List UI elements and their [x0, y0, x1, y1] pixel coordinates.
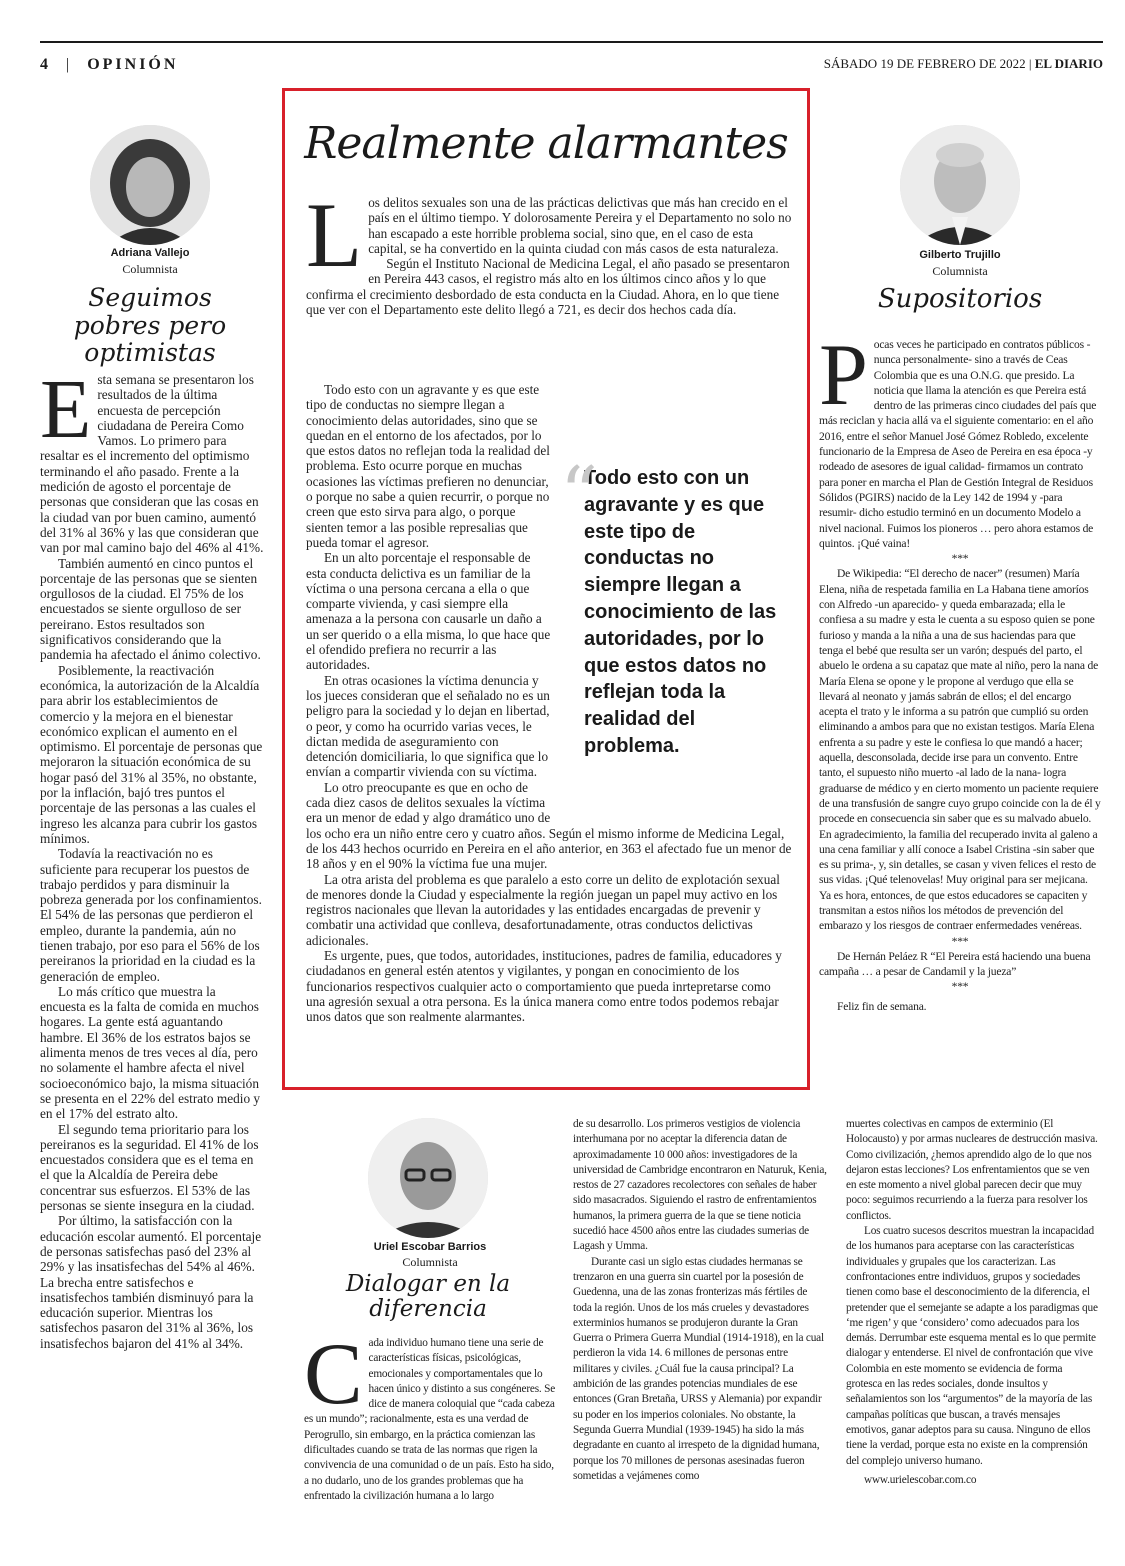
paragraph: Lo más crítico que muestra la encuesta es la falta de comida en muchos hogares. La gente está aguantando hambre. El 36% de los estratos bajos se alimenta menos de tres veces al día, pero no solamente el hambre afecta el nivel socioeconómico bajo, la misma situación se presenta en el 22% del estrato medio y en el 17% del estrato alto.	[40, 983, 261, 1122]
paragraph: Los cuatro sucesos descritos muestran la incapacidad de los humanos para aceptarse con las características individuales y grupales que los caracterizan. Las confrontaciones entre individuos, grupos y sociedades tienen como base el desconocimiento de la diferencia, el pretender que el semejante se adapte a los paradigmas que ‘me rigen’ y que ‘considero’ como adecuados para los demás. Derrumbar este esquema mental es lo que permite dialogar y entenderse. El nivel de confrontación que vive Colombia en este momento se evidencia de forma grotesca en las redes sociales, donde insultos y señalamientos son los “argumentos” de la mayoría de las campañas políticas que buscan, a través mensajes emotivos, ganar adeptos para su causa. Ninguno de ellos tiene la verdad, porque esta no existe en la comprensión del complejo universo humano.	[846, 1225, 1098, 1467]
paragraph: La otra arista del problema es que paralelo a esto corre un delito de explotación sexual de menores donde la Ciudad y especialmente la región juegan un papel muy activo en los registros nacionales que llevan la autoridades y las entidades encargadas de prevenir y combatir una actividad que conlleva, desafortunadamente, otras conductos delictivas adicionales.	[306, 871, 780, 948]
paragraph: Es urgente, pues, que todos, autoridades, instituciones, padres de familia, educadores y ciudadanos en general estén atentos y vigilantes, y pongan en conocimiento de los funcionarios respectivos cualquier acto o comportamiento que pueda inrtepretarse como una agresión sexual a otra persona. Es la única manera como entre todos podemos rebajar unos datos que son realmente alarmantes.	[306, 947, 782, 1025]
article-column-2	[573, 1117, 827, 1484]
column-title: Seguimos pobres pero optimistas	[73, 283, 227, 367]
issue-date: SÁBADO 19 DE FEBRERO DE 2022	[823, 56, 1026, 71]
column-title: Supositorios	[877, 284, 1043, 314]
article-column-1	[304, 1326, 558, 1504]
author-portrait-icon	[368, 1118, 488, 1238]
column-body	[40, 363, 264, 1351]
editorial-intro	[306, 184, 792, 318]
paper-name: EL DIARIO	[1034, 56, 1103, 71]
column-body	[819, 327, 1101, 1014]
quote-mark-icon: “	[560, 451, 598, 537]
paragraph: Durante casi un siglo estas ciudades hermanas se trenzaron en una guerra sin cuartel por la posesión de Guedenna, una de las zonas fronterizas más fértiles de toda la región. Unos de los más crueles y devastadores exterminios humanos se produjeron durante la Gran Guerra o Primera Guerra Mundial (1914-1918), en la cual perdieron la vida 14. 6 millones de personas entre militares y civiles. ¿Cuál fue la causa principal? La ambición de las grandes potencias mundiales de ese entonces (Gran Bretaña, URSS y Alemania) por expandir su poder en los imperios coloniales. No obstante, la Segunda Guerra Mundial (1939-1945) ha sido la más degradante en cuanto al irrespeto de la dignidad humana, porque los 70 millones de personas asesinadas fueron sometidas a vejámenes como	[573, 1255, 824, 1482]
avatar	[900, 125, 1020, 245]
pull-quote	[560, 451, 786, 760]
date-line: SÁBADO 19 DE FEBRERO DE 2022 | EL DIARIO	[823, 56, 1103, 71]
drop-cap: P	[819, 327, 868, 424]
author-name: Adriana Vallejo	[110, 247, 190, 259]
author-portrait-icon	[90, 125, 210, 245]
paragraph: Todavía la reactivación no es suficiente para recuperar los puestos de trabajo perdidos y para disminuir la pobreza generada por los confinamientos. El 54% de las personas que perdieron el empleo, durante la pandemia, aún no tienen trabajo, por eso para el 56% de los pereiranos la prioridad en la ciudad es la generación de empleo.	[40, 846, 262, 984]
author-role: Columnista	[932, 264, 988, 278]
article-title: Dialogar en la diferencia	[345, 1271, 511, 1323]
author-name: Uriel Escobar Barrios	[373, 1241, 487, 1253]
paragraph: Lo otro preocupante es que en ocho de cada diez casos de delitos sexuales la víctima era un menor de edad y algo dramático uno de los ocho era un niño entre cero y cuatro años. Según el mismo informe de Medicina Legal, de los 443 hechos ocurrido en Pereira en el año anterior, en 363 el afectado fue un menor de 18 años y en el 90% la víctima fue una mujer.	[306, 779, 792, 872]
paragraph: sta semana se presentaron los resultados de la última encuesta de percepción ciudadana de Pereira Como Vamos. Lo primero para resaltar es el incremento del optimismo terminando el año pasado. Frente a la medición de agosto el porcentaje de personas que consideran que las cosas en la ciudad van por buen camino, aumentó del 31% al 36% y las que consideran que van por mal camino bajo del 46% al 41%.	[40, 372, 264, 556]
avatar	[368, 1118, 488, 1238]
paragraph: Todo esto con un agravante y es que este tipo de conductas no siempre llegan a conocimiento delas autoridades, sino que se quedan en el entorno de los afectados, por lo que estos datos no reflejan toda la realidad del problema. Esto ocurre porque en muchas ocasiones las víctimas prefieren no denunciar, o porque no sabe a quien recurrir, o porque no creen que esto sirva para algo, o porque sienten temor a las posible represalias que pueda tomar el agresor.	[306, 382, 550, 550]
avatar	[90, 125, 210, 245]
separator: ***	[951, 934, 969, 948]
author-portrait-icon	[900, 125, 1020, 245]
separator: ***	[951, 552, 969, 566]
editorial-title: Realmente alarmantes	[304, 118, 788, 169]
author-name: Gilberto Trujillo	[919, 249, 1001, 261]
article-column-3	[846, 1117, 1100, 1488]
paragraph: ocas veces he participado en contratos públicos -nunca personalmente- sino a través de Ceas Colombia que es una O.N.G. que presido. La noticia que llama la atención es que Pereira está dentro de las primeras cinco ciudades del país que más reciclan y hacia allá va el siguiente comentario: en el año 2016, entre el señor Manuel José Gómez Robledo, excelente funcionario de la Empresa de Aseo de Pereira en esa época -y rodeado de asesores de igual calidad- firmamos un contrato para poner en marcha el Plan de Gestión Integral de Residuos Sólidos (PGIRS) nacido de la Ley 142 de 1994 y -para resumir- dicho estudio terminó en un documento Modelo a nivel nacional. Fuimos los pioneros … pero ahora estamos de quintos. ¡Qué vaina!	[819, 338, 1097, 550]
paragraph: os delitos sexuales son una de las prácticas delictivas que más han crecido en el país en el último tiempo. Y dolorosamente Pereira y el Departamento no solo no han escapado a este horrible problema social, sino que, en el caso de esta capital, se ha convertido en la quinta ciudad con más casos de esta naturaleza.	[368, 195, 792, 256]
author-role: Columnista	[402, 1255, 458, 1269]
paragraph: De Wikipedia: “El derecho de nacer” (resumen) María Elena, niña de respetada familia en La Habana tiene amoríos con Alfredo -un aparecido- y queda embarazada; ella le confiesa a su madre y esta le cuenta a su esposo quien se pone furioso y manda a la niña a una de sus haciendas para que tenga el bebé que resulta ser un varón; después del parto, el abuelo le ordena a su capataz que mate al niño, pero la nana de María Elena se opone y le propone al verdugo que ella se llevará al neonato y jamás sabrán de ellos; el del encargo acepta el trato y le informa a su patrón que cumplió su orden eliminando a ambos para que no existan testigos. María Elena enfrenta a su padre y este le confiesa lo que mandó a hacer; aquella, desconsolada, decide irse para un convento. Entre tanto, el supuesto niño muerto -al lado de la nana- logra graduarse de médico y en cierto momento un paciente requiere de una transfusión de sangre cuyo grupo coincide con la de él y procede en consecuencia sin saber que es su malvado abuelo. En agradecimiento, la familia del recuperado invita al galeno a una cena familiar y allí conoce a Isabel Cristina -sin saber que es su prima-, y, sin detalles, se casan y viven felices el resto de sus vidas. ¡Qué telenovelas! Muy original para ser mejicana. Ya es hora, entonces, de que estos educadores se capaciten y transmitan a estos niños los métodos de prevención del embarazo y los riesgos de contraer enfermedades venéreas.	[819, 567, 1101, 933]
author-role: Columnista	[122, 262, 178, 276]
paragraph: Feliz fin de semana.	[837, 999, 927, 1013]
pull-quote-text: Todo esto con un agravante y es que este tipo de conductas no siempre llegan a conocimiento de las autoridades, por lo que estos datos no reflejan toda la realidad del problema.	[584, 467, 777, 757]
paragraph: Por último, la satisfacción con la educación escolar aumentó. El porcentaje de personas satisfechas pasó del 23% al 29% y las insatisfechas del 54% al 46%. La brecha entre satisfechos e insatisfechos también disminuyó para la educación superior. Mientras los satisfechos pasaron del 31% al 36%, los insatisfechos bajaron del 41% al 34%.	[40, 1213, 262, 1351]
paragraph: El segundo tema prioritario para los pereiranos es la seguridad. El 41% de los encuestados considera que es el tema en el que la Alcaldía de Pereira debe concentrar sus esfuerzos. El 53% de las personas se siente insegura en la ciudad.	[40, 1121, 259, 1214]
paragraph: muertes colectivas en campos de exterminio (El Holocausto) y por armas nucleares de destrucción masiva. Como civilización, ¿hemos aprendido algo de lo que nos dejaron estas lecciones? Los enfrentamientos que se ven en este momento a nivel global parecen decir que muy poco: seguimos recurriendo a la fuerza para resolver los conflictos.	[846, 1118, 1098, 1222]
paragraph: ada individuo humano tiene una serie de características físicas, psicológicas, emocionales y comportamentales que lo hacen único y distinto a sus congéneres. Se dice de manera coloquial que “cada cabeza es un mundo”; racionalmente, esta es una verdad de Perogrullo, sin embargo, en la práctica comienzan las dificultades cuando se trata de las normas que rigen la convivencia de una comunidad o de un país. Esto ha sido, a no dudarlo, uno de los grandes problemas que ha enfrentado la civilización humana a lo largo	[304, 1337, 556, 1502]
header-rule	[40, 41, 1103, 43]
paragraph: En otras ocasiones la víctima denuncia y los jueces consideran que el señalado no es un peligro para la sociedad y lo dejan en libertad, o peor, y como ha ocurrido varias veces, le dictan medida de aseguramiento con detención domiciliaria, lo que significa que lo envían a compartir vivienda con su víctima.	[306, 672, 550, 780]
section-label: OPINIÓN	[87, 56, 179, 73]
paragraph: de su desarrollo. Los primeros vestigios de violencia interhumana por no aceptar la diferencia datan de aproximadamente 10 000 años: investigadores de la universidad de Cambridge encontraron en Naturuk, Kenia, restos de 27 cazadores recolectores con señales de haber sido masacrados. Siguiendo el rastro de enfrentamientos humanos, la primera guerra de la que se tiene noticia sucedió hace 4500 años entre las ciudades sumerias de Lagash y Umma.	[573, 1118, 827, 1253]
paragraph: Según el Instituto Nacional de Medicina Legal, el año pasado se presentaron en Pereira 443 casos, el registro más alto en los últimos cinco años y lo que confirma el crecimiento desbordado de esta conducta en la Ciudad. Ahora, en lo que tiene que ver con el Departamento este delito llegó a 721, es decir dos hechos cada día.	[306, 256, 790, 318]
paragraph: También aumentó en cinco puntos el porcentaje de las personas que se sienten orgullosos de la ciudad. El 75% de los encuestados se siente orgulloso de ser pereirano. Estos resultados son significativos considerando que la pandemia ha afectado el ánimo colectivo.	[40, 555, 261, 663]
page-number: 4	[40, 56, 51, 73]
drop-cap: E	[40, 363, 92, 456]
page-header: 4 | OPINIÓN	[40, 56, 179, 73]
paragraph: Posiblemente, la reactivación económica, la autorización de la Alcaldía para abrir los establecimientos de comercio y la mejora en el bienestar económico explican el aumento en el optimismo. El porcentaje de personas que mejoraron la situación económica de su hogar pasó del 31% al 35%, no obstante, por la inflación, bajó tres puntos el porcentaje de las personas a las cuales el ingreso les alcanza para cubrir los gastos mínimos.	[40, 662, 263, 846]
author-website-link[interactable]: www.urielescobar.com.co	[864, 1473, 977, 1486]
drop-cap: L	[306, 184, 363, 286]
paragraph: De Hernán Peláez R “El Pereira está haciendo una buena campaña … a pesar de Candamil y la jueza”	[819, 949, 1091, 979]
drop-cap: C	[304, 1326, 363, 1423]
separator: ***	[951, 980, 969, 994]
paragraph: En un alto porcentaje el responsable de esta conducta delictiva es un familiar de la víctima o una persona cercana a ella o que comparte vivienda, y casi siempre ella amenaza a la persona con causarle un daño a un ser querido o a ella misma, lo que hace que el ofendido prefiera no recurrir a las autoridades.	[306, 550, 551, 673]
